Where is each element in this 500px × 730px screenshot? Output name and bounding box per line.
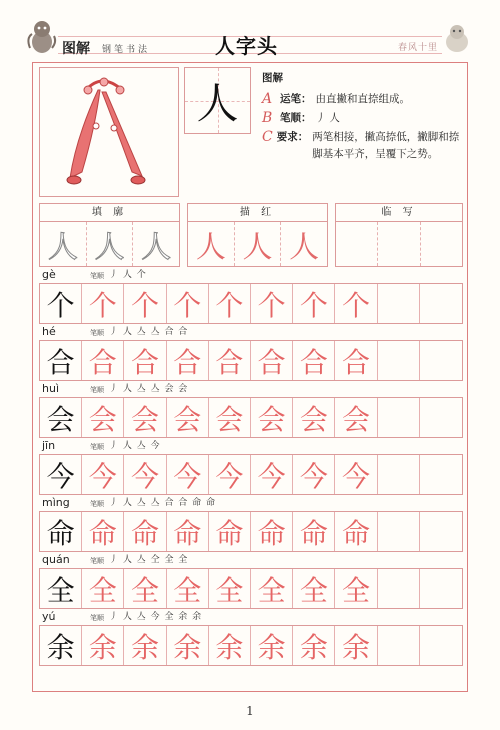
notes-title: 图解 <box>262 72 283 84</box>
blank-practice-cell[interactable] <box>420 284 462 323</box>
trace-char: 个 <box>293 284 335 323</box>
trace-char: 全 <box>335 569 377 608</box>
trace-char: 合 <box>335 341 377 380</box>
trace-char: 个 <box>124 284 166 323</box>
row-header <box>39 439 463 453</box>
note-row <box>262 91 462 108</box>
example-char: 人 <box>196 78 239 128</box>
blank-practice-cell[interactable] <box>378 569 420 608</box>
blank-practice-cell[interactable] <box>420 398 462 437</box>
pinyin: jīn <box>42 439 56 452</box>
trace-char: 全 <box>167 569 209 608</box>
pinyin: quán <box>42 553 70 566</box>
note-row <box>262 110 462 127</box>
model-char: 余 <box>40 626 82 665</box>
trace-char: 全 <box>124 569 166 608</box>
pinyin: yú <box>42 610 56 623</box>
trace-char: 全 <box>82 569 124 608</box>
trace-char: 个 <box>251 284 293 323</box>
copy-column <box>335 203 463 267</box>
trace-char: 全 <box>293 569 335 608</box>
note-text: 丿 人 <box>315 112 340 124</box>
pinyin: hé <box>42 325 56 338</box>
trace-char: 今 <box>293 455 335 494</box>
trace-char: 会 <box>167 398 209 437</box>
stroke-sequence: 丿 人 个 <box>109 270 147 280</box>
trace-char: 会 <box>209 398 251 437</box>
trace-char: 会 <box>124 398 166 437</box>
practice-grid <box>39 454 463 495</box>
row-header <box>39 268 463 282</box>
trace-char: 余 <box>124 626 166 665</box>
blank-practice-cell[interactable] <box>378 626 420 665</box>
stroke-sequence: 丿 人 亼 仝 全 全 <box>109 555 189 565</box>
trace-char: 个 <box>209 284 251 323</box>
header-decoration-text: 春风十里 <box>398 43 439 53</box>
stroke-sequence: 丿 人 亼 今 全 余 余 <box>109 612 203 622</box>
row-header <box>39 325 463 339</box>
practice-grid <box>39 568 463 609</box>
trace-char: 命 <box>82 512 124 551</box>
note-row <box>262 129 462 163</box>
brand-title: 图解 <box>62 41 90 57</box>
blank-practice-cell[interactable] <box>378 284 420 323</box>
trace-char: 今 <box>251 455 293 494</box>
monkey-mascot-icon <box>24 18 60 56</box>
column-title: 描 红 <box>188 204 327 222</box>
blank-practice-cell[interactable] <box>420 512 462 551</box>
trace-glyph: 人 <box>195 230 226 265</box>
model-char: 会 <box>40 398 82 437</box>
trace-char: 今 <box>82 455 124 494</box>
trace-char: 余 <box>293 626 335 665</box>
trace-char: 会 <box>335 398 377 437</box>
person-figure-illustration-icon <box>40 68 178 196</box>
model-char: 合 <box>40 341 82 380</box>
trace-char: 会 <box>293 398 335 437</box>
outline-glyph: 人 <box>141 230 172 265</box>
row-header <box>39 610 463 624</box>
page-number: 1 <box>246 704 254 718</box>
note-marker-a: A <box>262 91 273 107</box>
model-char: 个 <box>40 284 82 323</box>
trace-char: 命 <box>167 512 209 551</box>
note-marker-c: C <box>262 129 273 145</box>
trace-char: 命 <box>209 512 251 551</box>
blank-practice-cell[interactable] <box>378 455 420 494</box>
row-header <box>39 496 463 510</box>
pinyin: gè <box>42 268 56 281</box>
blank-practice-cell[interactable] <box>378 341 420 380</box>
stroke-order-label: 笔顺 <box>90 557 104 565</box>
blank-practice-cell[interactable] <box>378 222 420 266</box>
blank-practice-cell[interactable] <box>420 341 462 380</box>
practice-grid <box>39 397 463 438</box>
note-text: 两笔相接，撇高捺低，撇脚和捺脚基本平齐，呈覆下之势。 <box>312 131 460 160</box>
trace-char: 全 <box>251 569 293 608</box>
note-label: 要求： <box>276 131 309 143</box>
blank-practice-cell[interactable] <box>420 626 462 665</box>
note-label: 笔顺： <box>280 112 312 124</box>
trace-red-column <box>187 203 328 267</box>
pinyin: huì <box>42 382 59 395</box>
page-header <box>0 0 500 60</box>
trace-char: 今 <box>167 455 209 494</box>
example-char-box <box>184 67 251 134</box>
column-title: 填 廓 <box>40 204 179 222</box>
stroke-order-label: 笔顺 <box>90 329 104 337</box>
trace-char: 余 <box>251 626 293 665</box>
note-marker-b: B <box>262 110 273 126</box>
practice-header <box>39 203 463 267</box>
unit-title: 人字头 <box>215 34 278 58</box>
practice-grid <box>39 625 463 666</box>
row-header <box>39 553 463 567</box>
trace-char: 余 <box>335 626 377 665</box>
stroke-order-label: 笔顺 <box>90 443 104 451</box>
stroke-order-label: 笔顺 <box>90 386 104 394</box>
trace-char: 合 <box>124 341 166 380</box>
column-title: 临 写 <box>336 204 462 222</box>
fill-outline-column <box>39 203 180 267</box>
practice-grid <box>39 283 463 324</box>
trace-char: 命 <box>251 512 293 551</box>
pinyin: mìng <box>42 496 70 509</box>
blank-practice-cell[interactable] <box>336 222 378 266</box>
trace-char: 合 <box>167 341 209 380</box>
model-char: 全 <box>40 569 82 608</box>
trace-char: 余 <box>167 626 209 665</box>
trace-char: 命 <box>335 512 377 551</box>
outline-glyph: 人 <box>47 230 78 265</box>
stroke-notes <box>262 70 462 165</box>
stroke-order-label: 笔顺 <box>90 272 104 280</box>
stroke-order-label: 笔顺 <box>90 500 104 508</box>
trace-char: 个 <box>167 284 209 323</box>
trace-char: 合 <box>209 341 251 380</box>
trace-char: 合 <box>82 341 124 380</box>
practice-grid <box>39 340 463 381</box>
brand-subtitle: 钢笔书法 <box>102 45 151 55</box>
note-label: 运笔： <box>280 93 312 105</box>
stroke-order-label: 笔顺 <box>90 614 104 622</box>
trace-char: 命 <box>124 512 166 551</box>
note-text: 由直撇和直捺组成。 <box>315 93 410 105</box>
monkey-mascot-right-icon <box>440 22 474 54</box>
stroke-sequence: 丿 人 亼 亼 会 会 <box>109 384 189 394</box>
model-char: 今 <box>40 455 82 494</box>
outline-glyph: 人 <box>94 230 125 265</box>
model-char: 命 <box>40 512 82 551</box>
trace-char: 全 <box>209 569 251 608</box>
stroke-sequence: 丿 人 亼 今 <box>109 441 161 451</box>
trace-char: 余 <box>209 626 251 665</box>
stroke-sequence: 丿 人 亼 亼 合 合 命 命 <box>109 498 217 508</box>
trace-char: 合 <box>293 341 335 380</box>
trace-char: 个 <box>335 284 377 323</box>
blank-practice-cell[interactable] <box>420 569 462 608</box>
trace-char: 会 <box>82 398 124 437</box>
trace-char: 今 <box>335 455 377 494</box>
trace-char: 个 <box>82 284 124 323</box>
trace-char: 会 <box>251 398 293 437</box>
trace-glyph: 人 <box>289 230 320 265</box>
stroke-illustration <box>39 67 179 197</box>
trace-char: 合 <box>251 341 293 380</box>
trace-char: 今 <box>209 455 251 494</box>
trace-char: 命 <box>293 512 335 551</box>
blank-practice-cell[interactable] <box>421 222 462 266</box>
trace-char: 今 <box>124 455 166 494</box>
stroke-sequence: 丿 人 亼 亼 合 合 <box>109 327 189 337</box>
practice-grid <box>39 511 463 552</box>
blank-practice-cell[interactable] <box>378 512 420 551</box>
blank-practice-cell[interactable] <box>420 455 462 494</box>
trace-char: 余 <box>82 626 124 665</box>
blank-practice-cell[interactable] <box>378 398 420 437</box>
row-header <box>39 382 463 396</box>
trace-glyph: 人 <box>242 230 273 265</box>
